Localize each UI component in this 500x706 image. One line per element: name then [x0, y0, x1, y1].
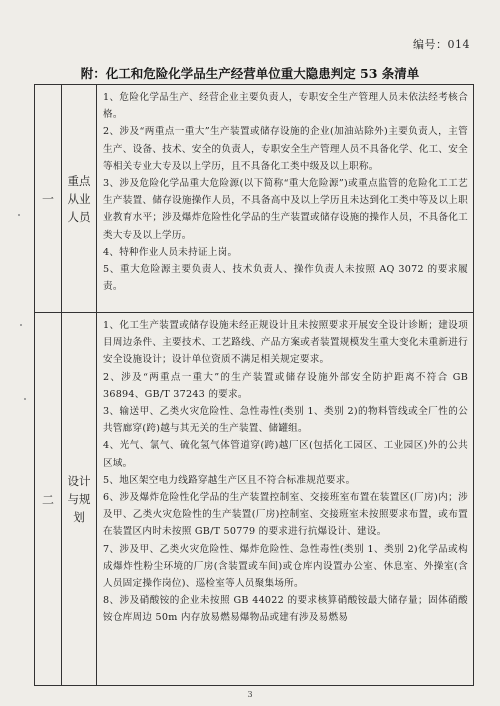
document-number: 编号：014 [413, 38, 470, 51]
hazard-list-table [34, 84, 474, 686]
page-number: 3 [247, 690, 253, 699]
list-item: 6、涉及爆炸危险性化学品的生产装置控制室、交接班室布置在装置区(厂房)内；涉及甲、乙类火灾危险性的生产装置(厂房)控制室、交接班室未按照要求布置，或布置在装置区内时未按照 GB/T 50779 的要求进行抗爆设计、建设。 [103, 492, 468, 538]
list-item: 1、危险化学品生产、经营企业主要负责人，专职安全生产管理人员未依法经考核合格。 [103, 92, 468, 121]
section-category: 设计与规划 [62, 313, 97, 685]
list-item: 2、涉及“两重点一重大”的生产装置或储存设施外部安全防护距离不符合 GB 36894、GB/T 37243 的要求。 [103, 371, 468, 400]
scan-speck [20, 324, 22, 326]
scan-speck [24, 398, 26, 400]
document-title: 附：化工和危险化学品生产经营单位重大隐患判定 53 条清单 [80, 66, 420, 81]
section-items [97, 313, 473, 685]
section-items [97, 85, 473, 312]
list-item: 1、化工生产装置或储存设施未经正规设计且未按照要求开展安全设计诊断；建设项目周边条件、主要技术、工艺路线、产品方案或者装置规模发生重大变化未重新进行安全设施设计；设计单位资质不满足相关规定要求。 [103, 320, 468, 366]
list-item: 7、涉及甲、乙类火灾危险性、爆炸危险性、急性毒性(类别 1、类别 2)化学品或构成爆炸性粉尘环境的厂房(含装置或车间)或仓库内设置办公室、休息室、外操室(含人员固定操作岗位)、巡检室等人员聚集场所。 [103, 543, 468, 590]
list-item: 8、涉及硝酸铵的企业未按照 GB 44022 的要求核算硝酸铵最大储存量；固体硝酸铵仓库周边 50m 内存放易燃易爆物品或建有涉及易燃易 [103, 595, 468, 624]
list-item: 4、光气、氯气、硫化氢气体管道穿(跨)越厂区(包括化工园区、工业园区)外的公共区域。 [103, 440, 468, 469]
scan-speck [18, 214, 20, 216]
section-design-planning [35, 313, 473, 685]
section-number: 一 [35, 85, 62, 312]
list-item: 3、输送甲、乙类火灾危险性、急性毒性(类别 1、类别 2)的物料管线或全厂性的公共管廊穿(跨)越与其无关的生产装置、储罐组。 [103, 406, 468, 435]
list-item: 5、重大危险源主要负责人、技术负责人、操作负责人未按照 AQ 3072 的要求履责。 [103, 264, 468, 293]
section-category: 重点从业人员 [62, 85, 97, 312]
section-number: 二 [35, 313, 62, 685]
list-item: 3、涉及危险化学品重大危险源(以下简称“重大危险源”)或重点监管的危险化工工艺生产装置、储存设施操作人员，不具备高中及以上学历且未达到化工类中等及以上职业教育水平；涉及爆炸危险性化学品的生产装置或储存设施的操作人员，不具备化工类大专及以上学历。 [103, 178, 468, 241]
section-personnel [35, 85, 473, 313]
list-item: 2、涉及“两重点一重大”生产装置或储存设施的企业(加油站除外)主要负责人，主管生产、设备、技术、安全的负责人，专职安全生产管理人员不具备化学、化工、安全等相关专业大专及以上学历，且不具备化工类中级及以上职称。 [103, 126, 468, 172]
list-item: 4、特种作业人员未持证上岗。 [103, 246, 238, 258]
list-item: 5、地区架空电力线路穿越生产区且不符合标准规范要求。 [103, 474, 356, 486]
